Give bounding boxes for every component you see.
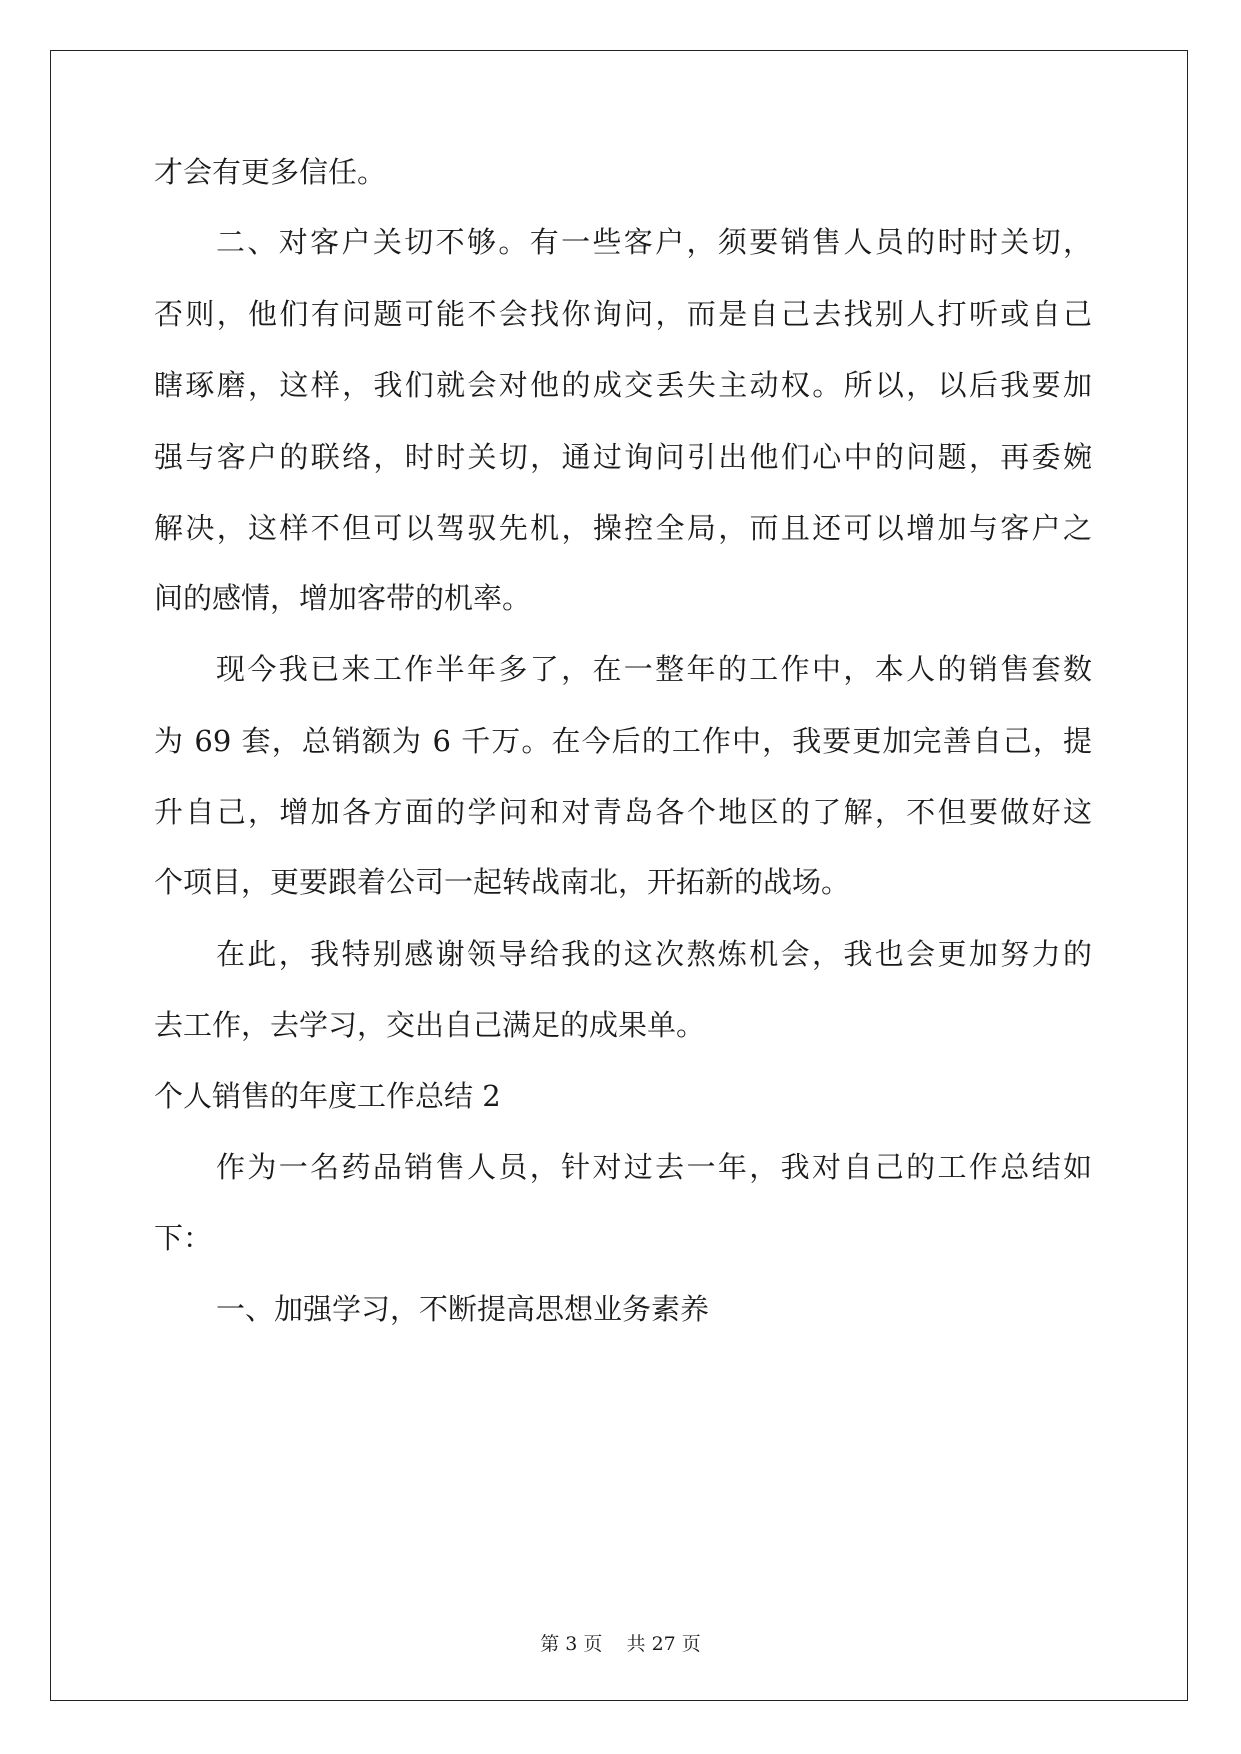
text-line: 二、对客户关切不够。有一些客户，须要销售人员的时时关切， xyxy=(216,225,1092,259)
page-footer: 第 3 页 共 27 页 xyxy=(540,1633,701,1655)
text-line: 才会有更多信任。 xyxy=(154,155,387,189)
text-line: 否则，他们有问题可能不会找你询问，而是自己去找别人打听或自己 xyxy=(154,297,1092,331)
text-line: 个项目，更要跟着公司一起转战南北，开拓新的战场。 xyxy=(154,865,851,899)
text-line: 在此，我特别感谢领导给我的这次熬炼机会，我也会更加努力的 xyxy=(216,937,1092,971)
text-line: 作为一名药品销售人员，针对过去一年，我对自己的工作总结如 xyxy=(216,1150,1092,1184)
text-line: 解决，这样不但可以驾驭先机，操控全局，而且还可以增加与客户之 xyxy=(154,511,1092,545)
text-line: 为 69 套，总销额为 6 千万。在今后的工作中，我要更加完善自己，提 xyxy=(154,724,1092,758)
text-line: 间的感情，增加客带的机率。 xyxy=(154,581,532,615)
text-line: 去工作，去学习，交出自己满足的成果单。 xyxy=(154,1008,706,1042)
text-line: 瞎琢磨，这样，我们就会对他的成交丢失主动权。所以，以后我要加 xyxy=(154,368,1092,402)
section-heading: 个人销售的年度工作总结 2 xyxy=(154,1079,501,1113)
text-line: 升自己，增加各方面的学问和对青岛各个地区的了解，不但要做好这 xyxy=(154,795,1092,829)
text-line: 现今我已来工作半年多了，在一整年的工作中，本人的销售套数 xyxy=(216,652,1092,686)
text-line: 一、加强学习，不断提高思想业务素养 xyxy=(216,1292,710,1326)
text-line: 下： xyxy=(154,1221,213,1255)
text-line: 强与客户的联络，时时关切，通过询问引出他们心中的问题，再委婉 xyxy=(154,440,1092,474)
